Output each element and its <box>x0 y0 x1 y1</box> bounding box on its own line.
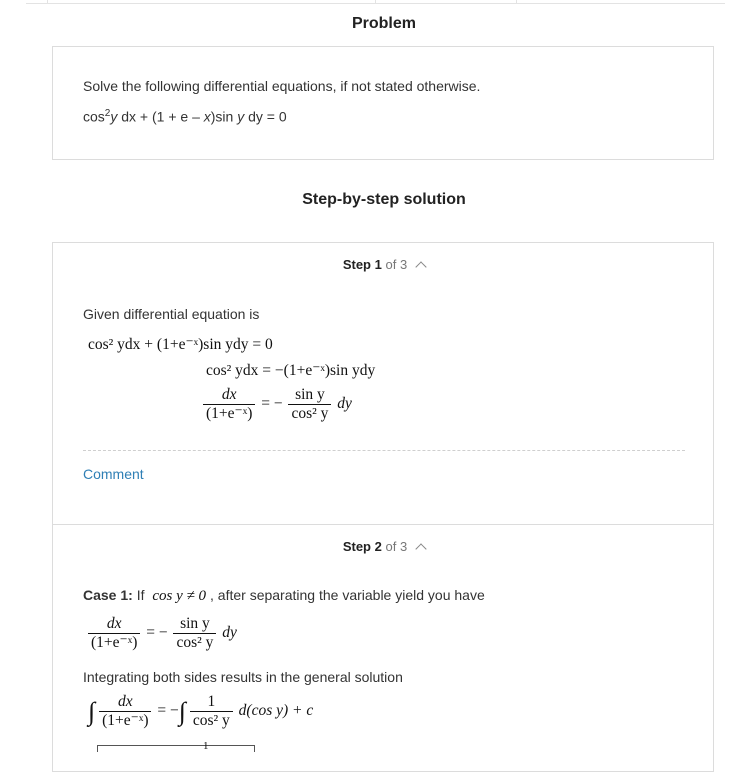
step-1-text: Given differential equation is <box>83 306 260 322</box>
chevron-up-icon[interactable] <box>416 261 427 272</box>
problem-heading: Problem <box>351 15 416 32</box>
step-2-integral-equation: ∫ $\frac{dx}{\text{(1+e⁻ˣ)}}$ = −∫ $\frac{1}{\text{cos² y}}$ d(cos y) + c <box>88 693 314 729</box>
problem-panel <box>52 46 714 160</box>
step-1-equation-3: $\frac{dx}{\text{(1+e⁻ˣ)}}$ = − $\frac{\text{sin y}}{\text{cos² y}}$ dy <box>201 386 352 423</box>
solution-panel <box>52 242 714 772</box>
step-2-equation: $\frac{dx}{\text{(1+e⁻ˣ)}}$ = − $\frac{\text{sin y}}{\text{cos² y}}$ dy <box>86 615 237 652</box>
step-1-equation-2: cos² ydx = −(1+e⁻ˣ)sin ydy <box>206 362 376 379</box>
chevron-up-icon[interactable] <box>416 543 427 554</box>
boxed-partial-numerator: 1 <box>203 740 209 752</box>
step-1-header[interactable]: Step 1 of 3 <box>53 257 715 272</box>
step-1-equation-1: cos² ydx + (1+e⁻ˣ)sin ydy = 0 <box>88 336 273 353</box>
step-2-integrating-text: Integrating both sides results in the general solution <box>83 669 403 685</box>
step-2-case-line: Case 1: If cos y ≠ 0 , after separating the variable yield you have <box>83 587 485 604</box>
comment-link[interactable]: Comment <box>83 466 144 482</box>
step-divider <box>53 524 713 525</box>
comment-divider <box>83 450 685 451</box>
step-2-header[interactable]: Step 2 of 3 <box>53 539 715 554</box>
problem-equation: $\cos^2y$ dx + (1 + e – x)sin y dy = 0 <box>83 108 287 125</box>
problem-intro: Solve the following differential equations, if not stated otherwise. <box>83 78 481 94</box>
solution-heading: Step-by-step solution <box>302 191 466 208</box>
top-table-edge <box>0 0 751 4</box>
